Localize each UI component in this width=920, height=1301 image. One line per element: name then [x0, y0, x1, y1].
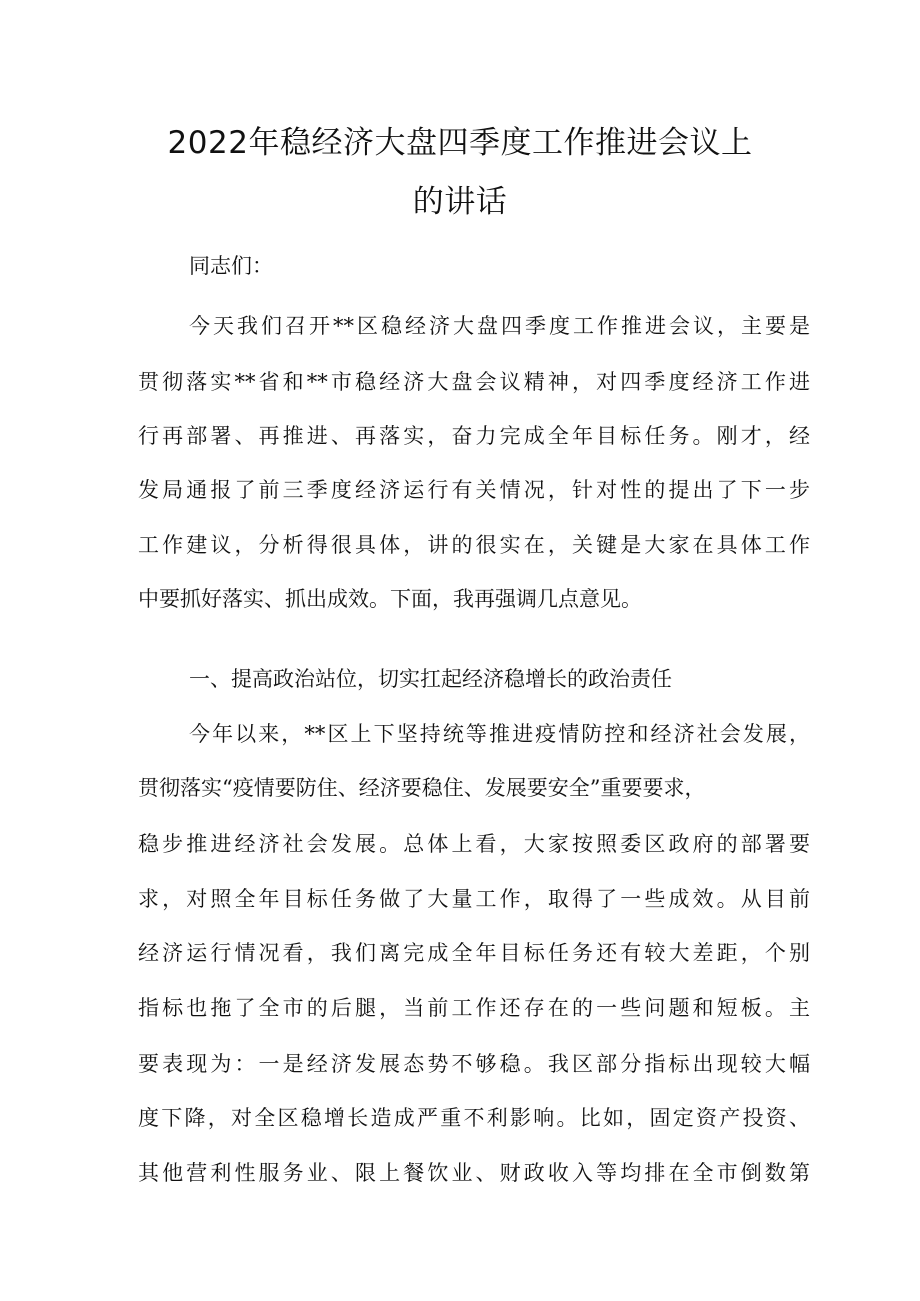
paragraph-2-line: 求，对照全年目标任务做了大量工作，取得了一些成效。从目前: [138, 887, 810, 911]
paragraph-1-line: 工作建议，分析得很具体，讲的很实在，关键是大家在具体工作: [138, 533, 810, 557]
document-title-line-2: 的讲话: [412, 184, 508, 220]
paragraph-1-line: 今天我们召开**区稳经济大盘四季度工作推进会议，主要是: [189, 314, 810, 338]
paragraph-2-line: 其他营利性服务业、限上餐饮业、财政收入等均排在全市倒数第: [138, 1161, 810, 1185]
paragraph-2-line: 度下降，对全区稳增长造成严重不利影响。比如，固定资产投资、: [138, 1106, 810, 1130]
salutation: 同志们：: [189, 254, 273, 278]
paragraph-2-line: 稳步推进经济社会发展。总体上看，大家按照委区政府的部署要: [138, 832, 810, 856]
paragraph-2-line: 要表现为：一是经济发展态势不够稳。我区部分指标出现较大幅: [138, 1052, 810, 1076]
paragraph-1-line: 中要抓好落实、抓出成效。下面，我再强调几点意见。: [138, 587, 642, 611]
paragraph-2-line: 指标也拖了全市的后腿，当前工作还存在的一些问题和短板。主: [138, 996, 810, 1020]
paragraph-2-line: 今年以来，**区上下坚持统等推进疫情防控和经济社会发展，: [189, 722, 810, 746]
section-1-heading: 一、提高政治站位，切实扛起经济稳增长的政治责任: [189, 667, 672, 691]
paragraph-2-line: 经济运行情况看，我们离完成全年目标任务还有较大差距，个别: [138, 941, 810, 965]
paragraph-1-line: 发局通报了前三季度经济运行有关情况，针对性的提出了下一步: [138, 478, 810, 502]
paragraph-2-line: 贯彻落实“疫情要防住、经济要稳住、发展要安全”重要要求，: [138, 776, 706, 800]
paragraph-1-line: 贯彻落实**省和**市稳经济大盘会议精神，对四季度经济工作进: [138, 370, 810, 394]
paragraph-1-line: 行再部署、再推进、再落实，奋力完成全年目标任务。刚才，经: [138, 424, 810, 448]
document-title-line-1: 2022年稳经济大盘四季度工作推进会议上: [167, 125, 753, 161]
